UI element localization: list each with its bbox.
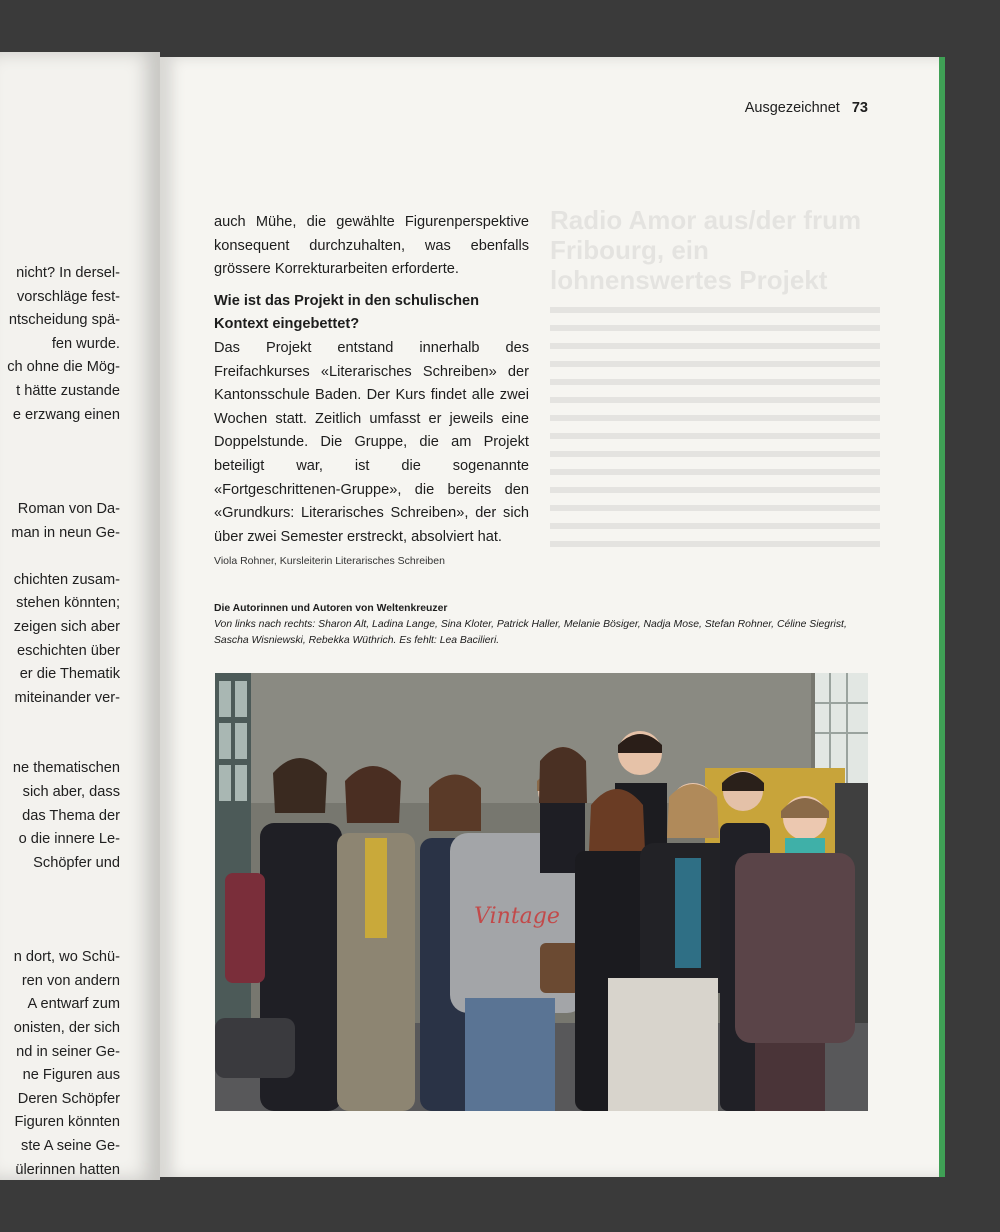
green-page-edge bbox=[939, 57, 945, 1177]
left-page-line: Figuren könnten bbox=[14, 1114, 120, 1131]
left-page-line: das Thema der bbox=[22, 807, 120, 824]
left-page-line: ne Figuren aus bbox=[22, 1067, 120, 1084]
left-page-line: ste A seine Ge- bbox=[21, 1137, 120, 1154]
left-page-line: miteinander ver- bbox=[14, 689, 120, 706]
show-through-text bbox=[550, 205, 880, 665]
section-title: Ausgezeichnet bbox=[744, 100, 840, 116]
show-through-headline: Radio Amor aus/der frum Fribourg, ein lohnenswertes Projekt bbox=[550, 205, 862, 295]
left-page-line: ch ohne die Mög- bbox=[7, 359, 120, 376]
left-page-line bbox=[0, 923, 120, 947]
left-page-line bbox=[0, 545, 120, 569]
left-page-line: vorschläge fest- bbox=[16, 288, 120, 305]
left-page-line: eschichten über bbox=[16, 642, 120, 659]
page-number: 73 bbox=[851, 100, 868, 116]
intro-paragraph: auch Mühe, die gewählte Figurenperspektive konsequent durchzuhalten, was ebenfalls grössere Korrekturarbeiten erforderte. bbox=[214, 214, 529, 278]
left-page-line: o die innere Le- bbox=[18, 831, 120, 848]
left-page-line: ntscheidung spä- bbox=[8, 312, 120, 329]
left-page-line bbox=[0, 734, 120, 758]
text-column bbox=[214, 211, 529, 569]
left-page-line: Deren Schöpfer bbox=[17, 1090, 120, 1107]
left-page-line: ülerinnen hatten bbox=[15, 1161, 120, 1178]
left-page-line: sich aber, dass bbox=[22, 784, 120, 801]
photo-caption bbox=[214, 601, 868, 649]
left-page-line: man in neun Ge- bbox=[11, 524, 120, 541]
left-page-line bbox=[0, 451, 120, 475]
body-paragraph: Das Projekt entstand innerhalb des Freifachkurses «Literarisches Schreiben» der Kantonsschule Baden. Der Kurs findet alle zwei Wochen statt. Zeitlich umfasst er jeweils eine Doppelstunde. Die Gruppe, die am Projekt beteiligt war, ist die sogenannte «Fortgeschrittenen-Gruppe», die bereits den «Grundkurs: Literarisches Schreiben», der sich über zwei Semester erstreckt, absolviert hat. bbox=[214, 339, 529, 545]
left-page-line: fen wurde. bbox=[51, 335, 120, 352]
author-signature: Viola Rohner, Kursleiterin Literarisches Schreiben bbox=[214, 555, 445, 568]
left-facing-page bbox=[0, 52, 160, 1180]
left-page-line: ren von andern bbox=[21, 972, 120, 989]
left-page-line: onisten, der sich bbox=[13, 1020, 120, 1036]
caption-text: Von links nach rechts: Sharon Alt, Ladina Lange, Sina Kloter, Patrick Haller, Melanie Bösiger, Nadja Mose, Stefan Rohner, Céline Siegrist, Sascha Wisniewski, Rebekka Wüthrich. Es fehlt: Lea Bacilieri. bbox=[214, 619, 847, 646]
left-page-line: stehen könnten; bbox=[16, 595, 120, 612]
left-page-line: Schöpfer und bbox=[33, 854, 120, 871]
left-page-line bbox=[0, 474, 120, 498]
left-page-line: Roman von Da- bbox=[17, 500, 120, 517]
running-head bbox=[745, 100, 868, 116]
left-page-line: t hätte zustande bbox=[16, 382, 120, 399]
left-page-line: chichten zusam- bbox=[13, 571, 120, 588]
left-page-line bbox=[0, 710, 120, 734]
left-page-line bbox=[0, 427, 120, 451]
left-page-line: nd in seiner Ge- bbox=[16, 1043, 120, 1060]
left-page-line: n dort, wo Schü- bbox=[13, 949, 120, 966]
caption-title: Die Autorinnen und Autoren von Weltenkreuzer bbox=[214, 603, 448, 614]
left-page-line: A entwarf zum bbox=[27, 996, 120, 1013]
shirt-text: Vintage bbox=[474, 904, 560, 929]
left-page-text bbox=[0, 262, 120, 1180]
left-page-line bbox=[0, 899, 120, 923]
section-subhead: Wie ist das Projekt in den schulischen Kontext eingebettet? bbox=[214, 292, 480, 333]
group-photo bbox=[215, 673, 868, 1111]
left-page-line bbox=[0, 875, 120, 899]
group-photo-illustration bbox=[215, 673, 868, 1111]
left-page-line: nicht? In dersel- bbox=[16, 265, 120, 281]
left-page-line: zeigen sich aber bbox=[13, 618, 120, 635]
left-page-line: ne thematischen bbox=[12, 760, 120, 777]
left-page-line: er die Thematik bbox=[19, 666, 120, 683]
left-page-line: e erzwang einen bbox=[12, 406, 120, 423]
